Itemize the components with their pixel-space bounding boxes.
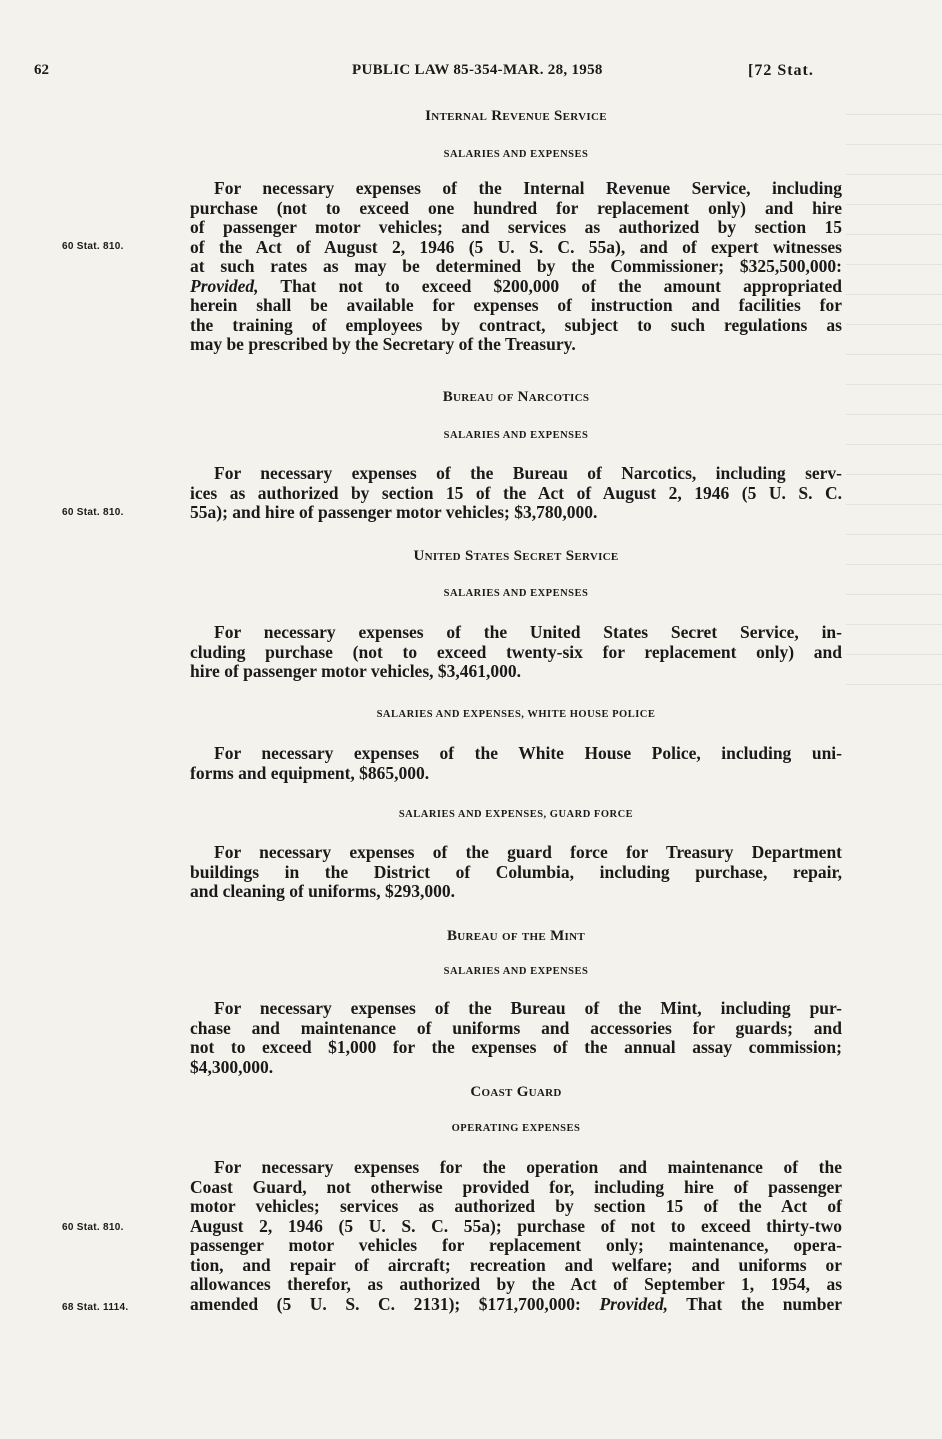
subheading-secret-service: SALARIES AND EXPENSES (443, 588, 589, 599)
text-line: herein shall be available for expenses of instruction and facilities for (190, 295, 842, 315)
page-number: 62 (34, 62, 49, 78)
text-line: August 2, 1946 (5 U. S. C. 55a); purchase of not to exceed thirty-two (190, 1215, 842, 1236)
margin-note-coast-guard-2: 68 Stat. 1114. (62, 1302, 129, 1313)
text-line: motor vehicles; services as authorized by section 15 of the Act of (190, 1196, 842, 1216)
provided-italic: Provided, (190, 275, 259, 296)
text-line (190, 277, 842, 297)
subheading-coast-guard: OPERATING EXPENSES (451, 1123, 581, 1134)
agency-heading-irs: Internal Revenue Service (425, 108, 607, 124)
text-line: For necessary expenses of the White House Police, including uni- (214, 743, 842, 763)
text-line: forms and equipment, $865,000. (190, 762, 430, 783)
text-line: For necessary expenses for the operation and maintenance of the (214, 1157, 842, 1177)
subheading-narcotics: SALARIES AND EXPENSES (443, 430, 589, 441)
margin-note-irs: 60 Stat. 810. (62, 241, 124, 252)
text-line: purchase (not to exceed one hundred for replacement only) and hire (190, 197, 842, 218)
paragraph-coast-guard (190, 1158, 842, 1314)
paragraph-white-house-police (190, 744, 842, 783)
subheading-irs: SALARIES AND EXPENSES (443, 149, 589, 160)
text-line: of the Act of August 2, 1946 (5 U. S. C. 55a), and of expert witnesses (190, 236, 842, 257)
subheading-guard-force: SALARIES AND EXPENSES, GUARD FORCE (398, 809, 634, 820)
text-line: ices as authorized by section 15 of the Act of August 2, 1946 (5 U. S. C. (190, 482, 842, 503)
text-line: For necessary expenses of the Bureau of Narcotics, including serv- (214, 463, 842, 483)
agency-heading-narcotics: Bureau of Narcotics (442, 389, 590, 405)
paragraph-irs (190, 179, 842, 355)
paragraph-narcotics (190, 464, 842, 523)
text-line: $4,300,000. (190, 1056, 274, 1077)
margin-note-narcotics: 60 Stat. 810. (62, 507, 124, 518)
text-line: Coast Guard, not otherwise provided for, including hire of passenger (190, 1176, 842, 1197)
bleed-through-shadow (846, 100, 942, 700)
text-fragment: That the number (686, 1293, 842, 1314)
subheading-white-house-police: SALARIES AND EXPENSES, WHITE HOUSE POLICE (376, 709, 656, 720)
text-fragment: amended (5 U. S. C. 2131); $171,700,000: (190, 1293, 581, 1314)
text-line: For necessary expenses of the guard force for Treasury Department (214, 842, 842, 862)
paragraph-secret-service (190, 623, 842, 682)
margin-note-coast-guard-1: 60 Stat. 810. (62, 1222, 124, 1233)
text-line: and cleaning of uniforms, $293,000. (190, 881, 455, 901)
text-line: of passenger motor vehicles; and services as authorized by section 15 (190, 217, 842, 237)
text-line: For necessary expenses of the Internal Revenue Service, including (214, 178, 842, 198)
text-line: 55a); and hire of passenger motor vehicles; $3,780,000. (190, 502, 598, 522)
text-line: hire of passenger motor vehicles, $3,461,000. (190, 661, 522, 681)
paragraph-guard-force (190, 843, 842, 902)
text-fragment: That not to exceed $200,000 of the amount appropriated (280, 275, 843, 296)
text-line: passenger motor vehicles for replacement only; maintenance, opera- (190, 1235, 842, 1255)
text-line: buildings in the District of Columbia, including purchase, repair, (190, 861, 842, 882)
agency-heading-secret-service: United States Secret Service (413, 548, 619, 564)
text-line: For necessary expenses of the United States Secret Service, in- (214, 622, 842, 642)
agency-heading-mint: Bureau of the Mint (447, 928, 585, 944)
subheading-mint: SALARIES AND EXPENSES (443, 966, 589, 977)
paragraph-mint (190, 999, 842, 1077)
text-line: tion, and repair of aircraft; recreation and welfare; and uniforms or (190, 1254, 842, 1275)
provided-italic: Provided, (599, 1293, 668, 1314)
text-line (190, 1295, 842, 1315)
text-line: may be prescribed by the Secretary of the Treasury. (190, 334, 576, 354)
agency-heading-coast-guard: Coast Guard (470, 1084, 562, 1100)
text-line: the training of employees by contract, subject to such regulations as (190, 314, 842, 335)
text-line: allowances therefor, as authorized by the Act of September 1, 1954, as (190, 1274, 842, 1294)
text-line: cluding purchase (not to exceed twenty-six for replacement only) and (190, 641, 842, 662)
statute-volume: [72 Stat. (748, 62, 814, 79)
running-title: PUBLIC LAW 85-354-MAR. 28, 1958 (352, 62, 603, 78)
text-line: chase and maintenance of uniforms and accessories for guards; and (190, 1017, 842, 1038)
text-line: at such rates as may be determined by the Commissioner; $325,500,000: (190, 256, 842, 276)
text-line: For necessary expenses of the Bureau of the Mint, including pur- (214, 998, 842, 1018)
text-line: not to exceed $1,000 for the expenses of the annual assay commission; (190, 1037, 842, 1057)
